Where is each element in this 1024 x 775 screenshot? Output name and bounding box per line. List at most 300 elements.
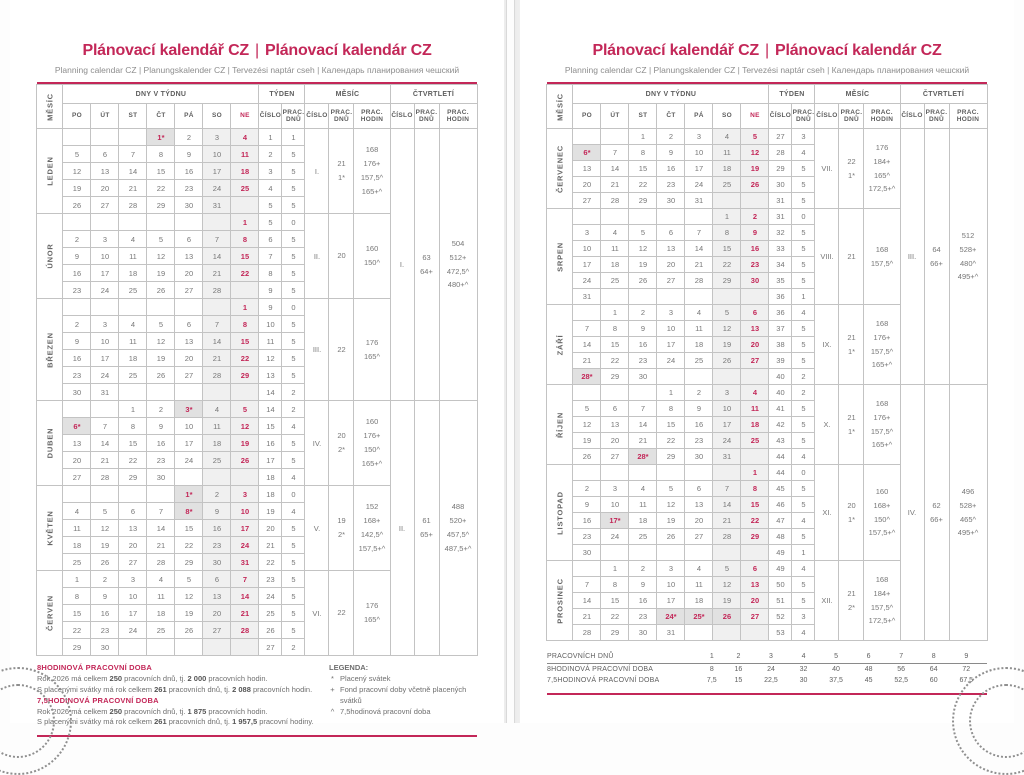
day-name-header: SO bbox=[713, 104, 741, 129]
month-number-cell: II. bbox=[305, 214, 329, 299]
month-workhours-cell: 176 184+ 165^ 172,5+^ bbox=[864, 129, 900, 209]
day-cell: 28 bbox=[147, 554, 175, 571]
day-cell: 9 bbox=[147, 418, 175, 435]
day-cell: 9 bbox=[91, 588, 119, 605]
day-cell: 29 bbox=[713, 273, 741, 289]
day-cell: 6 bbox=[741, 305, 769, 321]
day-cell: 15 bbox=[119, 435, 147, 452]
legend-text: 7,5hodinová pracovní doba bbox=[340, 706, 431, 716]
day-cell: 22 bbox=[713, 257, 741, 273]
day-cell: 23 bbox=[91, 622, 119, 639]
day-cell: 26 bbox=[741, 177, 769, 193]
week-number-cell: 31 bbox=[769, 193, 792, 209]
week-number-cell: 35 bbox=[769, 273, 792, 289]
day-cell: 24 bbox=[713, 433, 741, 449]
day-cell: 16 bbox=[573, 513, 601, 529]
week-number-cell: 42 bbox=[769, 417, 792, 433]
day-cell: 21 bbox=[573, 609, 601, 625]
page-subtitle: Planning calendar CZ | Planungskalender CZ | Tervezési naptár cseh | Календарь планирования чешский bbox=[564, 65, 970, 75]
week-workdays-cell: 5 bbox=[282, 605, 305, 622]
day-cell: 3 bbox=[231, 486, 259, 503]
day-cell: 19 bbox=[175, 605, 203, 622]
day-cell: 13 bbox=[203, 588, 231, 605]
day-cell: 26 bbox=[91, 554, 119, 571]
day-cell bbox=[741, 449, 769, 465]
week-workdays-cell: 5 bbox=[792, 481, 815, 497]
day-cell: 22 bbox=[657, 433, 685, 449]
week-number-cell: 34 bbox=[769, 257, 792, 273]
day-cell: 24 bbox=[203, 180, 231, 197]
day-cell bbox=[713, 193, 741, 209]
mini-row-value: 7,5 bbox=[706, 677, 717, 684]
day-cell: 15 bbox=[231, 333, 259, 350]
calendar-table bbox=[36, 84, 477, 656]
day-cell: 27 bbox=[175, 282, 203, 299]
day-name-header: PÁ bbox=[685, 104, 713, 129]
day-cell: 8 bbox=[63, 588, 91, 605]
day-cell bbox=[231, 282, 259, 299]
day-cell: 21 bbox=[147, 537, 175, 554]
day-cell: 19 bbox=[91, 537, 119, 554]
month-number-cell: XI. bbox=[815, 465, 839, 561]
day-cell: 31 bbox=[203, 197, 231, 214]
day-cell bbox=[203, 214, 231, 231]
day-cell: 1 bbox=[63, 571, 91, 588]
days-group-header: DNY V TÝDNU bbox=[63, 85, 259, 104]
day-cell: 24* bbox=[657, 609, 685, 625]
day-cell bbox=[119, 214, 147, 231]
legend-item bbox=[329, 674, 477, 685]
month-workdays-cell: 22 bbox=[329, 571, 354, 656]
month-workhours-cell: 176 165^ bbox=[354, 571, 390, 656]
day-cell: 10 bbox=[601, 497, 629, 513]
day-cell: 29 bbox=[175, 554, 203, 571]
day-cell: 2 bbox=[91, 571, 119, 588]
week-number-cell: 10 bbox=[259, 316, 282, 333]
day-cell: 30 bbox=[91, 639, 119, 656]
day-cell: 1 bbox=[601, 561, 629, 577]
day-cell: 24 bbox=[231, 537, 259, 554]
month-number-cell: V. bbox=[305, 486, 329, 571]
day-cell bbox=[203, 639, 231, 656]
day-cell: 22 bbox=[231, 265, 259, 282]
month-workhours-cell: 168 176+ 157,5^ 165+^ bbox=[864, 385, 900, 465]
day-cell bbox=[63, 214, 91, 231]
day-cell: 10 bbox=[91, 248, 119, 265]
day-cell: 8 bbox=[119, 418, 147, 435]
sub-header: PRAC. HODIN bbox=[949, 104, 987, 129]
week-workdays-cell: 2 bbox=[282, 401, 305, 418]
day-cell: 7 bbox=[685, 225, 713, 241]
day-cell: 11 bbox=[63, 520, 91, 537]
day-cell: 17 bbox=[175, 435, 203, 452]
day-cell: 7 bbox=[119, 146, 147, 163]
day-cell: 6* bbox=[573, 145, 601, 161]
calendar-table bbox=[546, 84, 987, 641]
day-cell: 27 bbox=[91, 197, 119, 214]
week-workdays-cell: 5 bbox=[792, 177, 815, 193]
lines-8h bbox=[37, 674, 315, 696]
week-workdays-cell: 4 bbox=[792, 145, 815, 161]
month-label: PROSINEC bbox=[547, 561, 573, 641]
day-cell: 22 bbox=[741, 513, 769, 529]
title-sk: Plánovací kalendár CZ bbox=[264, 42, 432, 59]
week-number-cell: 27 bbox=[259, 639, 282, 656]
day-cell: 2 bbox=[63, 316, 91, 333]
day-cell: 16 bbox=[741, 241, 769, 257]
sub-header: PRAC. DNŮ bbox=[329, 104, 354, 129]
day-cell: 9 bbox=[685, 401, 713, 417]
day-cell: 11 bbox=[601, 241, 629, 257]
day-cell: 17 bbox=[713, 417, 741, 433]
day-cell: 12 bbox=[713, 321, 741, 337]
day-cell: 25 bbox=[63, 554, 91, 571]
day-cell: 15 bbox=[147, 163, 175, 180]
month-workdays-cell: 20 2* bbox=[329, 401, 354, 486]
week-workdays-cell: 0 bbox=[282, 214, 305, 231]
day-cell: 2 bbox=[685, 385, 713, 401]
mini-row-value: 48 bbox=[864, 666, 873, 673]
month-number-cell: IV. bbox=[305, 401, 329, 486]
day-cell: 21 bbox=[91, 452, 119, 469]
day-cell bbox=[147, 384, 175, 401]
day-cell bbox=[685, 545, 713, 561]
day-cell: 4 bbox=[685, 561, 713, 577]
day-cell: 15 bbox=[601, 593, 629, 609]
heading-75h: 7,5HODINOVÁ PRACOVNÍ DOBA bbox=[37, 695, 159, 705]
day-cell: 9 bbox=[629, 321, 657, 337]
day-cell: 2 bbox=[147, 401, 175, 418]
day-cell: 23 bbox=[685, 433, 713, 449]
day-cell: 14 bbox=[713, 497, 741, 513]
week-number-cell: 4 bbox=[259, 180, 282, 197]
day-cell: 22 bbox=[629, 177, 657, 193]
day-cell: 26 bbox=[573, 449, 601, 465]
title-cz: Plánovací kalendář CZ bbox=[82, 42, 250, 59]
day-cell: 16 bbox=[629, 337, 657, 353]
day-cell: 24 bbox=[91, 367, 119, 384]
day-cell bbox=[657, 545, 685, 561]
day-cell: 16 bbox=[203, 520, 231, 537]
day-cell bbox=[713, 289, 741, 305]
day-cell bbox=[573, 465, 601, 481]
day-cell: 8 bbox=[741, 481, 769, 497]
day-cell: 28 bbox=[685, 273, 713, 289]
day-cell bbox=[175, 639, 203, 656]
week-workdays-cell: 5 bbox=[282, 452, 305, 469]
day-cell: 2 bbox=[175, 129, 203, 146]
day-cell: 25 bbox=[231, 180, 259, 197]
week-workdays-cell: 5 bbox=[282, 248, 305, 265]
day-cell: 24 bbox=[685, 177, 713, 193]
sub-header: PRAC. DNŮ bbox=[924, 104, 949, 129]
week-number-cell: 30 bbox=[769, 177, 792, 193]
sub-header: PRAC. DNŮ bbox=[792, 104, 815, 129]
month-workdays-cell: 20 bbox=[329, 214, 354, 299]
legend bbox=[329, 663, 477, 728]
week-number-cell: 41 bbox=[769, 401, 792, 417]
day-cell: 7 bbox=[573, 321, 601, 337]
day-cell: 7 bbox=[147, 503, 175, 520]
spine-line bbox=[506, 0, 507, 723]
day-cell: 26 bbox=[231, 452, 259, 469]
day-cell: 9 bbox=[741, 225, 769, 241]
day-cell: 20 bbox=[91, 180, 119, 197]
day-cell bbox=[147, 299, 175, 316]
day-cell: 27 bbox=[741, 609, 769, 625]
day-cell: 10 bbox=[573, 241, 601, 257]
workdays-hours-table bbox=[547, 651, 987, 686]
day-cell: 29 bbox=[231, 367, 259, 384]
week-workdays-cell: 4 bbox=[792, 305, 815, 321]
week-workdays-cell: 0 bbox=[282, 299, 305, 316]
day-cell: 30 bbox=[657, 193, 685, 209]
day-cell: 7 bbox=[231, 571, 259, 588]
sub-header: PRAC. DNŮ bbox=[282, 104, 305, 129]
week-number-cell: 23 bbox=[259, 571, 282, 588]
day-cell: 4 bbox=[231, 129, 259, 146]
day-cell: 28 bbox=[203, 367, 231, 384]
day-cell: 14 bbox=[147, 520, 175, 537]
week-number-cell: 31 bbox=[769, 209, 792, 225]
quarter-workhours-cell: 496 528+ 465^ 495+^ bbox=[949, 385, 987, 641]
week-workdays-cell: 5 bbox=[282, 163, 305, 180]
mini-header-value: 2 bbox=[727, 651, 751, 664]
day-cell: 8 bbox=[657, 401, 685, 417]
day-cell: 29 bbox=[601, 369, 629, 385]
day-cell: 20 bbox=[741, 337, 769, 353]
legend-item bbox=[329, 685, 477, 707]
day-cell bbox=[203, 384, 231, 401]
title-separator: | bbox=[765, 42, 769, 59]
day-cell: 25 bbox=[119, 367, 147, 384]
day-cell: 10 bbox=[91, 333, 119, 350]
day-cell: 20 bbox=[685, 513, 713, 529]
day-cell: 18 bbox=[119, 265, 147, 282]
week-number-cell: 12 bbox=[259, 350, 282, 367]
quarter-workhours-cell: 512 528+ 480^ 495+^ bbox=[949, 129, 987, 385]
month-label: ZÁŘÍ bbox=[547, 305, 573, 385]
day-cell bbox=[91, 299, 119, 316]
day-cell: 18 bbox=[713, 161, 741, 177]
month-label: SRPEN bbox=[547, 209, 573, 305]
day-cell: 21 bbox=[713, 513, 741, 529]
week-number-cell: 37 bbox=[769, 321, 792, 337]
title-sk: Plánovací kalendár CZ bbox=[774, 42, 942, 59]
month-label: ŘÍJEN bbox=[547, 385, 573, 465]
month-label: DUBEN bbox=[37, 401, 63, 486]
day-cell: 12 bbox=[175, 588, 203, 605]
day-cell: 8 bbox=[231, 316, 259, 333]
week-workdays-cell: 4 bbox=[282, 418, 305, 435]
day-cell: 21 bbox=[573, 353, 601, 369]
month-workhours-cell: 168 176+ 157,5^ 165+^ bbox=[864, 305, 900, 385]
day-cell: 15 bbox=[741, 497, 769, 513]
summary-line: Rok 2026 má celkem 250 pracovních dnů, tj. 2 000 pracovních hodin. bbox=[37, 673, 268, 683]
week-workdays-cell: 5 bbox=[282, 537, 305, 554]
month-workhours-cell: 168 157,5^ bbox=[864, 209, 900, 305]
day-cell bbox=[119, 299, 147, 316]
week-number-cell: 14 bbox=[259, 401, 282, 418]
week-number-cell: 48 bbox=[769, 529, 792, 545]
day-cell: 19 bbox=[629, 257, 657, 273]
day-cell: 23 bbox=[657, 177, 685, 193]
day-cell: 20 bbox=[741, 593, 769, 609]
week-workdays-cell: 5 bbox=[792, 497, 815, 513]
day-cell: 7 bbox=[203, 316, 231, 333]
quarter-workdays-cell: 62 66+ bbox=[924, 385, 949, 641]
day-cell: 26 bbox=[713, 353, 741, 369]
week-workdays-cell: 5 bbox=[282, 367, 305, 384]
day-cell: 30 bbox=[147, 469, 175, 486]
day-cell: 17 bbox=[91, 265, 119, 282]
quarter-group-header: ČTVRTLETÍ bbox=[900, 85, 987, 104]
week-number-cell: 7 bbox=[259, 248, 282, 265]
day-cell: 19 bbox=[713, 337, 741, 353]
day-cell bbox=[741, 545, 769, 561]
day-cell: 27 bbox=[175, 367, 203, 384]
day-cell: 9 bbox=[63, 248, 91, 265]
day-cell: 17* bbox=[601, 513, 629, 529]
day-cell: 3 bbox=[119, 571, 147, 588]
day-cell: 13 bbox=[91, 163, 119, 180]
week-number-cell: 1 bbox=[259, 129, 282, 146]
quarter-workhours-cell: 504 512+ 472,5^ 480+^ bbox=[439, 129, 477, 401]
week-workdays-cell: 5 bbox=[792, 401, 815, 417]
day-cell: 27 bbox=[601, 449, 629, 465]
day-cell bbox=[91, 486, 119, 503]
sub-header: PRAC. HODIN bbox=[439, 104, 477, 129]
week-workdays-cell: 2 bbox=[282, 639, 305, 656]
mini-row-value: 56 bbox=[897, 666, 906, 673]
day-cell: 20 bbox=[175, 350, 203, 367]
day-cell: 4 bbox=[203, 401, 231, 418]
day-cell: 6 bbox=[657, 225, 685, 241]
day-cell: 12 bbox=[63, 163, 91, 180]
week-number-cell: 14 bbox=[259, 384, 282, 401]
day-cell: 31 bbox=[713, 449, 741, 465]
day-cell: 3 bbox=[91, 316, 119, 333]
day-cell: 24 bbox=[119, 622, 147, 639]
day-cell: 21 bbox=[203, 265, 231, 282]
calendar-table-host bbox=[520, 84, 1014, 641]
day-cell: 29 bbox=[601, 625, 629, 641]
day-cell bbox=[91, 401, 119, 418]
day-cell: 4 bbox=[119, 316, 147, 333]
day-cell: 11 bbox=[147, 588, 175, 605]
day-cell bbox=[119, 639, 147, 656]
day-cell: 2 bbox=[741, 209, 769, 225]
day-cell: 20 bbox=[63, 452, 91, 469]
legend-symbol: + bbox=[330, 684, 335, 694]
day-cell: 19 bbox=[573, 433, 601, 449]
day-cell: 12 bbox=[713, 577, 741, 593]
day-cell: 6 bbox=[91, 146, 119, 163]
week-number-cell: 5 bbox=[259, 214, 282, 231]
day-cell: 19 bbox=[657, 513, 685, 529]
day-cell: 28 bbox=[203, 282, 231, 299]
day-cell: 6 bbox=[203, 571, 231, 588]
day-cell bbox=[601, 385, 629, 401]
mini-row-value: 37,5 bbox=[829, 677, 843, 684]
week-number-cell: 49 bbox=[769, 561, 792, 577]
day-cell: 25 bbox=[147, 622, 175, 639]
day-cell bbox=[147, 486, 175, 503]
sub-header: ČÍSLO bbox=[259, 104, 282, 129]
month-workdays-cell: 22 bbox=[329, 299, 354, 401]
day-cell: 17 bbox=[657, 337, 685, 353]
week-number-cell: 28 bbox=[769, 145, 792, 161]
working-time-summary bbox=[37, 663, 315, 728]
day-cell: 14 bbox=[601, 161, 629, 177]
day-cell: 26 bbox=[63, 197, 91, 214]
week-workdays-cell: 5 bbox=[792, 337, 815, 353]
day-cell bbox=[91, 214, 119, 231]
legend-symbol: * bbox=[331, 673, 334, 683]
month-workhours-cell: 176 165^ bbox=[354, 299, 390, 401]
day-name-header: NE bbox=[231, 104, 259, 129]
day-cell bbox=[657, 289, 685, 305]
day-cell bbox=[713, 625, 741, 641]
summary-line: Rok 2026 má celkem 250 pracovních dnů, tj. 1 875 pracovních hodin. bbox=[37, 706, 268, 716]
quarter-workdays-cell: 63 64+ bbox=[414, 129, 439, 401]
day-cell: 26 bbox=[657, 529, 685, 545]
day-name-header: PO bbox=[573, 104, 601, 129]
day-name-header: ČT bbox=[147, 104, 175, 129]
day-cell: 8 bbox=[629, 145, 657, 161]
day-cell: 8* bbox=[175, 503, 203, 520]
day-cell: 24 bbox=[175, 452, 203, 469]
week-number-cell: 19 bbox=[259, 503, 282, 520]
week-workdays-cell: 5 bbox=[792, 577, 815, 593]
legend-text: Fond pracovní doby včetně placených svátků bbox=[340, 684, 467, 705]
week-workdays-cell: 5 bbox=[792, 225, 815, 241]
day-cell: 4 bbox=[713, 129, 741, 145]
day-cell: 28 bbox=[573, 625, 601, 641]
day-cell: 6 bbox=[175, 231, 203, 248]
day-cell: 16 bbox=[63, 350, 91, 367]
week-number-cell: 18 bbox=[259, 469, 282, 486]
day-name-header: PÁ bbox=[175, 104, 203, 129]
day-cell bbox=[601, 545, 629, 561]
day-cell: 13 bbox=[63, 435, 91, 452]
day-cell: 27 bbox=[741, 353, 769, 369]
day-cell bbox=[657, 369, 685, 385]
sub-header: ČÍSLO bbox=[769, 104, 792, 129]
day-cell: 31 bbox=[91, 384, 119, 401]
day-cell: 22 bbox=[175, 537, 203, 554]
day-cell: 27 bbox=[119, 554, 147, 571]
week-number-cell: 32 bbox=[769, 225, 792, 241]
quarter-workhours-cell: 488 520+ 457,5^ 487,5+^ bbox=[439, 401, 477, 656]
day-cell: 20 bbox=[203, 605, 231, 622]
day-cell: 23 bbox=[741, 257, 769, 273]
day-cell: 24 bbox=[91, 282, 119, 299]
day-cell bbox=[231, 639, 259, 656]
week-workdays-cell: 2 bbox=[792, 385, 815, 401]
day-cell: 25 bbox=[685, 353, 713, 369]
day-cell: 5 bbox=[231, 401, 259, 418]
day-cell: 18 bbox=[685, 593, 713, 609]
sub-header: PRAC. HODIN bbox=[864, 104, 900, 129]
day-cell: 17 bbox=[685, 161, 713, 177]
day-cell: 18 bbox=[63, 537, 91, 554]
week-workdays-cell: 0 bbox=[792, 465, 815, 481]
day-cell: 9 bbox=[657, 145, 685, 161]
day-cell: 29 bbox=[119, 469, 147, 486]
day-cell: 21 bbox=[203, 350, 231, 367]
day-cell: 20 bbox=[175, 265, 203, 282]
